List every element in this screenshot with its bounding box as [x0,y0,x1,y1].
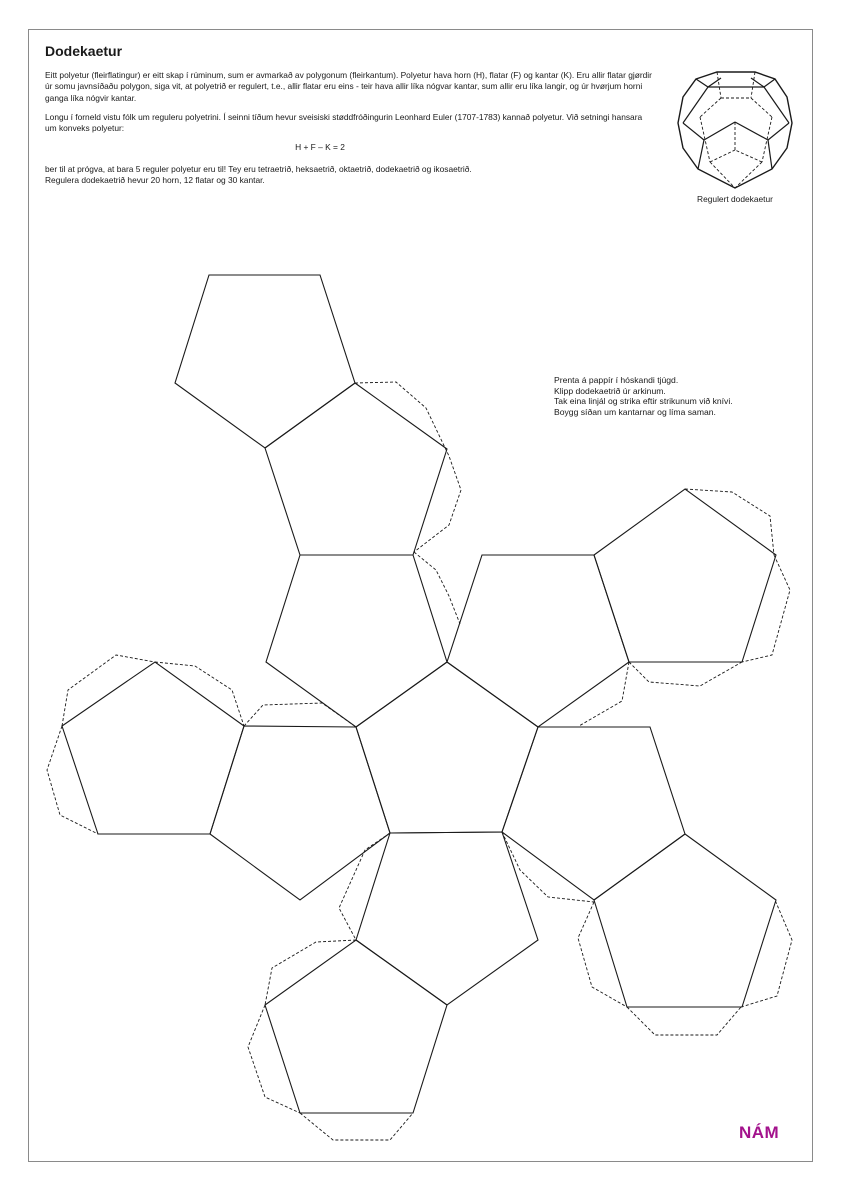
glue-flap [339,833,390,940]
figure-caption: Regulert dodekaetur [697,194,773,204]
page-title: Dodekaetur [45,43,123,59]
net-face [502,727,685,900]
glue-flap [355,382,461,552]
glue-flap [47,726,98,834]
net-face [356,832,538,1005]
instruction-step: Tak eina linjál og strika eftir strikunum við knívi. [554,396,733,406]
glue-flap [248,1005,300,1113]
net-face [594,834,776,1007]
glue-flap [414,552,460,624]
glue-flap [742,555,790,662]
glue-flap [741,900,792,1007]
assembly-instructions [554,375,733,417]
euler-formula: H + F – K = 2 [295,142,345,153]
glue-flap [62,655,155,726]
paragraph-dodecahedron-counts: Regulera dodekaetrið hevur 20 horn, 12 flatar og 30 kantar. [45,175,265,186]
net-face [175,275,355,448]
instruction-step: Prenta á pappír í hóskandi tjúgd. [554,375,679,385]
net-face [210,726,390,900]
net-face [265,383,447,555]
glue-flap [578,902,627,1007]
instruction-step: Klipp dodekaetrið úr arkinum. [554,385,666,396]
paragraph-definition: Eitt polyetur (fleirflatingur) er eitt skap í rúminum, sum er avmarkað av polygonum (fleirkantum). Polyetur hava horn (H), flatar (F) og kantar (K). Eru allir flatar gjørdir úr somu javnsíðaðu polygon, siga vit, at polyetrið er regulert, t.e., allir flatar eru eins - teir hava allir líka nógvar kantar, sum allir eru líka langir, og úr hvørjum horni ganga líka nógvir kantar. [45,70,652,103]
glue-flap [629,662,742,686]
net-face [62,662,244,834]
paragraph-euler: Longu í forneld vistu fólk um reguleru polyetrini. Í seinni tíðum hevur sveisiski støddfróðingurin Leonhard Euler (1707-1783) kannað polyetur. Við setningi hansara um konveks polyetur: [45,111,643,134]
net-face [447,555,629,727]
nam-logo: NÁM [739,1123,780,1142]
glue-flap [579,662,629,726]
net-face [265,940,447,1113]
paragraph-five-solids: ber til at prógva, at bara 5 reguler polyetur eru til! Tey eru tetraetrið, heksaetrið, oktaetrið, dodekaetrið og ikosaetrið. [45,163,472,174]
glue-flap [300,1113,413,1140]
net-face [266,555,447,727]
glue-flap [627,1007,741,1035]
net-face [594,489,776,662]
instruction-step: Boygg síðan um kantarnar og líma saman. [554,406,716,417]
